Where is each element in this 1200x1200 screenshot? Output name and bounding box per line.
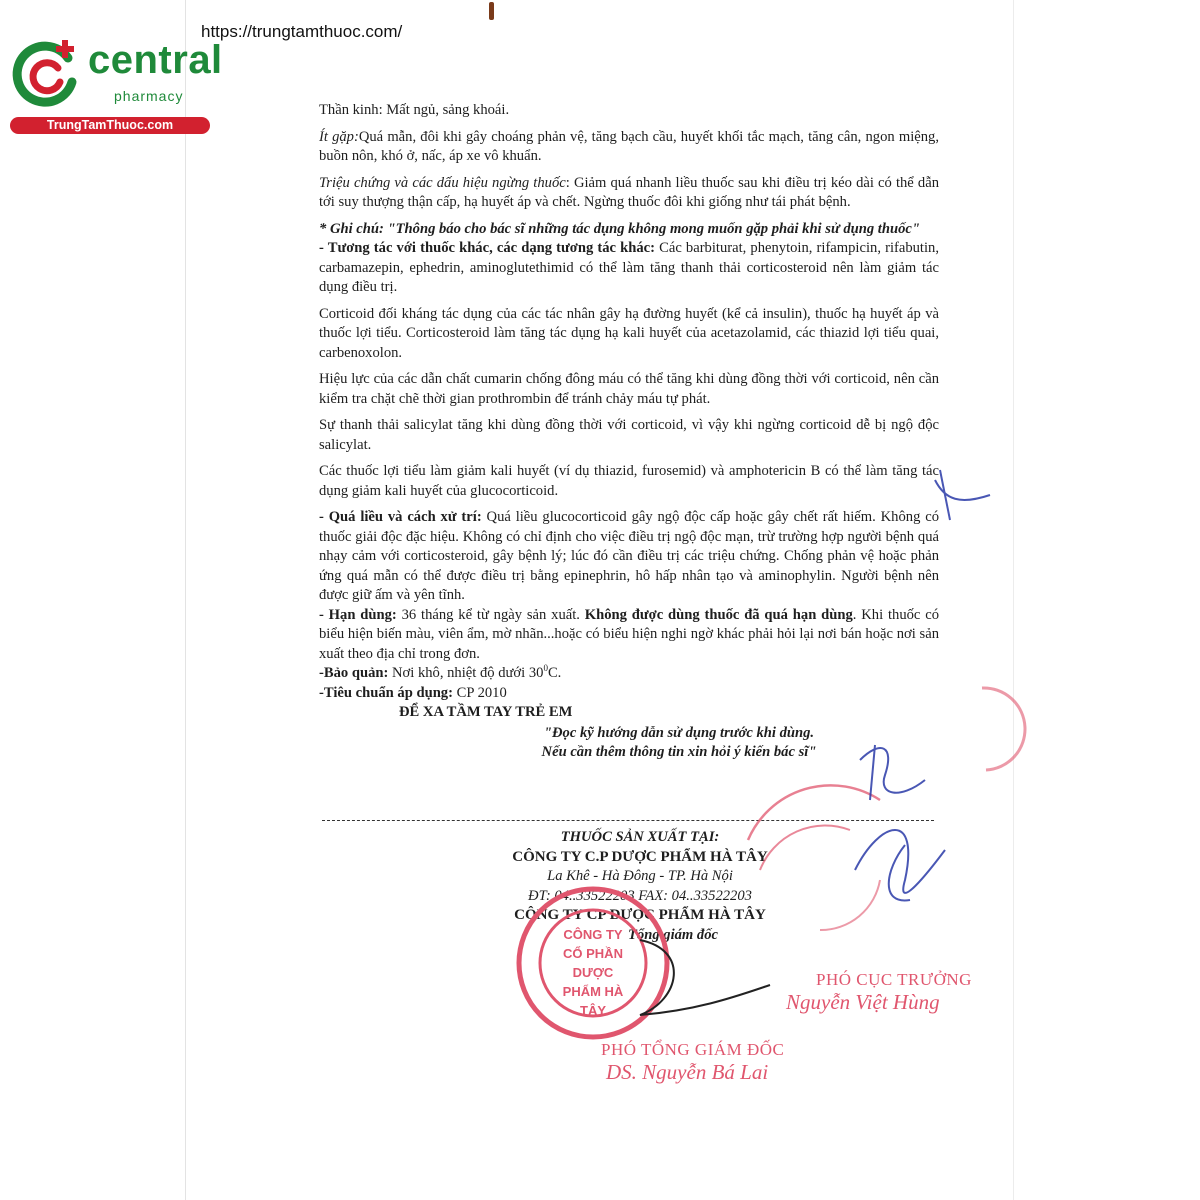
deputy-director-name: Nguyễn Việt Hùng [786,990,940,1014]
ceo-label: Tổng giám đốc [628,927,718,943]
source-url[interactable]: https://trungtamthuoc.com/ [201,22,403,41]
storage-label: -Bảo quản: [319,665,389,681]
paragraph-uncommon [319,128,939,167]
storage-degree: 0 [543,663,548,674]
expiry-label: - Hạn dùng: [319,606,397,623]
withdrawal-label: Triệu chứng và các dấu hiệu ngừng thuốc [319,174,566,191]
company-name-2: CÔNG TY CP DƯỢC PHẨM HÀ TÂY [514,907,766,923]
company-phone: ĐT: 04..33522203 FAX: 04..33522203 [528,887,752,904]
central-pharmacy-logo-icon [10,38,82,110]
paragraph-salicylat: Sự thanh thải salicylat tăng khi dùng đồng thời với corticoid, vì vậy khi ngừng corticoid dễ bị ngộ độc salicylat. [319,417,939,453]
company-name: CÔNG TY C.P DƯỢC PHẨM HÀ TÂY [512,848,768,865]
warning-title: ĐỂ XA TẦM TAY TRẺ EM [399,704,573,720]
paragraph-cumarin: Hiệu lực của các dẫn chất cumarin chống đông máu có thể tăng khi dùng đồng thời với corticoid, nên cần kiểm tra chặt chẽ thời gian prothrombin để tránh chảy máu tự phát. [319,371,939,407]
storage-unit: C. [547,665,562,681]
paragraph-neuro: Thần kinh: Mất ngủ, sảng khoái. [319,102,510,118]
paragraph-withdrawal [319,174,939,213]
deputy-ceo-title: PHÓ TỔNG GIÁM ĐỐC [601,1040,785,1059]
warning-line-2: Nếu cần thêm thông tin xin hỏi ý kiến bác sĩ" [541,744,817,760]
dashed-divider [322,820,934,821]
interactions-label: - Tương tác với thuốc khác, các dạng tương tác khác: [319,240,655,256]
warning-line-1: "Đọc kỹ hướng dẫn sử dụng trước khi dùng. [543,724,815,741]
paragraph-expiry [319,606,939,665]
brand-subtitle: pharmacy [114,88,184,104]
paragraph-overdose [319,508,939,606]
manufacturer-block [470,828,810,926]
deputy-director-title: PHÓ CỤC TRƯỞNG [816,970,972,989]
standard-label: -Tiêu chuẩn áp dụng: [319,684,453,701]
expiry-warning: Không được dùng thuốc đã quá hạn dùng [584,606,853,623]
paper-clip-mark [489,2,494,20]
brand-bar[interactable]: TrungTamThuoc.com [10,117,210,134]
paragraph-diuretics: Các thuốc lợi tiểu làm giảm kali huyết (ví dụ thiazid, furosemid) và amphotericin B có thể làm tăng tác dụng giảm kali huyết của glucocorticoid. [319,463,939,499]
uncommon-label: Ít gặp: [319,128,359,145]
paragraph-standard [319,684,939,704]
paragraph-corticoid: Corticoid đối kháng tác dụng của các tác nhân gây hạ đường huyết (kể cả insulin), thuốc hạ huyết áp và thuốc lợi tiểu. Corticosteroid làm tăng tác dụng hạ kali huyết của acetazolamid, các thiazid lợi tiểu quai, carbenoxolon. [319,305,939,361]
company-stamp-text: CÔNG TY CỔ PHẦN DƯỢC PHẨM HÀ TÂY [562,927,624,1018]
overdose-text: Quá liều glucocorticoid gây ngộ độc cấp hoặc gây chết rất hiếm. Không có thuốc giải độc đặc hiệu. Không có chỉ định cho việc điều trị ngộ độc mạn, trừ trường hợp người bệnh quá nhạy cảm với corticosteroid, gây bệnh lý; lúc đó cần điều trị các triệu chứng. Chống phản vệ hoặc phản ứng quá mẫn có thể được điều trị bằng epinephrin, hô hấp nhân tạo và aminophylin. Người bệnh nên được giữ ấm và yên tĩnh. [319,509,939,603]
uncommon-text: Quá mẫn, đôi khi gây choáng phản vệ, tăng bạch cầu, huyết khối tắc mạch, tăng cân, ngon miệng, buồn nôn, khó ở, nấc, áp xe vô khuẩn. [319,128,939,164]
note-report-doctor: * Ghi chú: "Thông báo cho bác sĩ những tác dụng không mong muốn gặp phải khi sử dụng thuốc" [319,220,920,237]
company-address: La Khê - Hà Đông - TP. Hà Nội [547,868,733,884]
page-edge-left [185,0,186,1200]
paragraph-storage [319,664,939,684]
paragraph-interactions [319,239,939,298]
overdose-label: - Quá liều và cách xử trí: [319,509,482,525]
withdrawal-text: : Giảm quá nhanh liều thuốc sau khi điều trị kéo dài có thể dẫn tới suy thượng thận cấp, hạ huyết áp và chết. Ngừng thuốc đôi khi giống như tái phát bệnh. [319,174,939,210]
standard-text: CP 2010 [452,684,507,701]
expiry-text-2: . Khi thuốc có biểu hiện biến màu, viên ẩm, mờ nhãn...hoặc có biểu hiện nghi ngờ khác phải hỏi lại nơi bán hoặc nơi sản xuất theo địa chỉ trong đơn. [319,606,940,662]
made-at-label: THUỐC SẢN XUẤT TẠI: [560,829,720,845]
page-edge-right [1013,0,1014,1200]
document-body [319,101,939,763]
margin-stamp [982,688,1025,770]
storage-text: Nơi khô, nhiệt độ dưới 30 [388,665,544,681]
deputy-ceo-name: DS. Nguyễn Bá Lai [606,1060,769,1084]
ceo-signature [640,940,770,1015]
brand-name: central [88,38,223,82]
expiry-text: 36 tháng kể từ ngày sản xuất. [396,606,585,623]
interactions-text: Các barbiturat, phenytoin, rifampicin, rifabutin, carbamazepin, ephedrin, aminoglutethimid có thể làm tăng thanh thải corticosteroid nên làm giảm tác dụng điều trị. [319,240,939,295]
